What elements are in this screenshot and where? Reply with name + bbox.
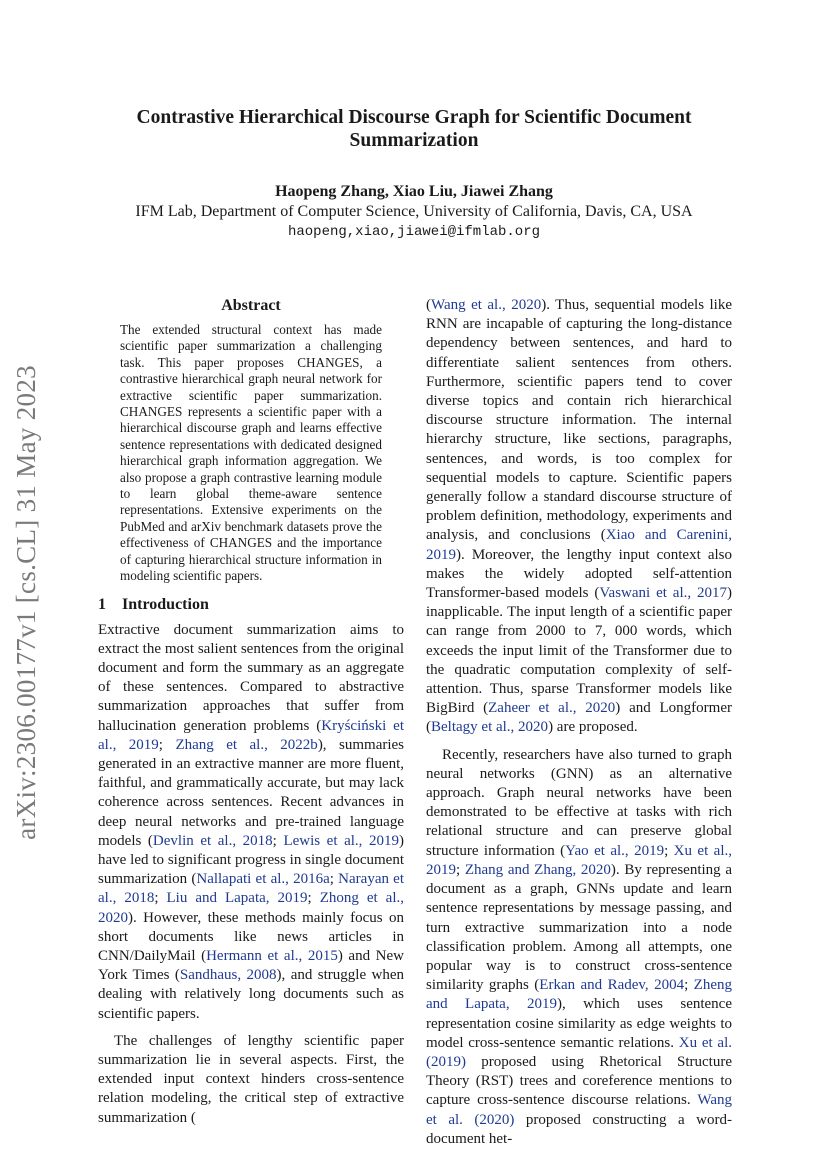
citation-link[interactable]: Nallapati et al., 2016a [196,871,330,888]
citation-link[interactable]: Zhang and Zhang, 2020 [464,861,611,878]
arxiv-identifier-text: arXiv:2306.00177v1 [cs.CL] 31 May 2023 [10,364,41,840]
citation-link[interactable]: Xu et al. (2019) [426,1034,732,1070]
paper-title: Contrastive Hierarchical Discourse Graph for Scientific Document Summarization [136,107,692,151]
citation-link[interactable]: Beltagy et al., 2020 [431,719,549,736]
citation-link[interactable]: Yao et al., 2019 [565,842,665,859]
intro-paragraph-4: Recently, researchers have also turned to graph neural networks (GNN) as an alternative approach. Graph neural networks have been demonstrated to be effective at tasks with rich relational structure and can preserve global structure information (Yao et al., 2019; Xu et al., 2019; Zhang and Zhang, 2020). By representing a document as a graph, GNNs update and learn sentence representations by message passing, and turn extractive summarization into a node classification problem. Among all attempts, one popular way is to construct cross-sentence similarity graphs (Erkan and Radev, 2004; Zheng and Lapata, 2019), which uses sentence representation cosine similarity as edge weights to model cross-sentence semantic relations. Xu et al. (2019) proposed using Rhetorical Structure Theory (RST) trees and coreference mentions to capture cross-sentence discourse relations. Wang et al. (2020) proposed constructing a word-document het- [426,746,733,1147]
abstract-body: The extended structural context has made scientific paper summarization a challenging task. This paper proposes CHANGES, a contrastive hierarchical graph neural network for extractive scientific paper summarization. CHANGES represents a scientific paper with a hierarchical discourse graph and learns effective sentence representations with dedicated designed hierarchical graph information aggregation. We also propose a graph contrastive learning module to learn global theme-aware sentence representations. Extensive experiments on the PubMed and arXiv benchmark datasets prove the effectiveness of CHANGES and the importance of capturing hierarchical structure information in modeling scientific papers. [120,322,382,584]
section-title: Introduction [122,595,209,613]
intro-paragraph-2: The challenges of lengthy scientific paper summarization lie in several aspects. First, the extended input context hinders cross-sentence relation modeling, the critical step of extractive summarization ( [98,1032,404,1126]
citation-link[interactable]: Vaswani et al., 2017 [599,585,727,602]
citation-link[interactable]: Devlin et al., 2018 [152,832,273,849]
citation-link[interactable]: Zhang et al., 2022b [175,736,318,753]
arxiv-identifier-stamp [4,352,48,852]
citation-link[interactable]: Kryściński et al., 2019 [98,717,405,753]
left-column [98,296,404,1128]
citation-link[interactable]: Lewis et al., 2019 [283,832,400,849]
citation-link[interactable]: Xu et al., 2019 [426,842,733,878]
citation-link[interactable]: Hermann et al., 2015 [206,947,338,964]
paper-email: haopeng,xiao,jiawei@ifmlab.org [287,224,541,240]
section-heading-introduction [98,595,404,615]
abstract-heading: Abstract [221,297,281,314]
citation-link[interactable]: Xiao and Carenini, 2019 [426,527,732,563]
citation-link[interactable]: Zhong et al., 2020 [98,890,405,926]
intro-paragraph-3: (Wang et al., 2020). Thus, sequential models like RNN are incapable of capturing the long-distance dependency between sentences, and hard to differentiate salient sentences from others. Furthermore, scientific papers tend to cover diverse topics and contain rich hierarchical discourse structure information. The internal hierarchy structure, like sections, paragraphs, sentences, and words, is too complex for sequential models to capture. Scientific papers generally follow a standard discourse structure of problem definition, methodology, experiments and analysis, and conclusions (Xiao and Carenini, 2019). Moreover, the lengthy input context also makes the widely adopted self-attention Transformer-based models (Vaswani et al., 2017) inapplicable. The input length of a scientific paper can range from 2000 to 7, 000 words, which exceeds the input limit of the Transformer due to the quadratic computation complexity of self-attention. Thus, sparse Transformer models like BigBird (Zaheer et al., 2020) and Longformer (Beltagy et al., 2020) are proposed. [426,297,732,736]
paper-authors: Haopeng Zhang, Xiao Liu, Jiawei Zhang [275,183,553,200]
citation-link[interactable]: Erkan and Radev, 2004 [539,977,685,994]
citation-link[interactable]: Zaheer et al., 2020 [488,700,616,717]
citation-link[interactable]: Sandhaus, 2008 [179,967,277,984]
citation-link[interactable]: Wang et al. (2020) [426,1092,732,1128]
right-column [426,296,732,1149]
citation-link[interactable]: Zheng and Lapata, 2019 [426,977,732,1013]
section-number: 1 [98,595,106,613]
paper-affiliation: IFM Lab, Department of Computer Science, University of California, Davis, CA, USA [135,203,693,220]
intro-paragraph-1: Extractive document summarization aims to extract the most salient sentences from the original document and form the summary as an aggregate of these sentences. Compared to abstractive summarization approaches that suffer from hallucination generation problems (Kryściński et al., 2019; Zhang et al., 2022b), summaries generated in an extractive manner are more fluent, faithful, and grammatically accurate, but may lack coherence across sentences. Recent advances in deep neural networks and pre-trained language models (Devlin et al., 2018; Lewis et al., 2019) have led to significant progress in single document summarization (Nallapati et al., 2016a; Narayan et al., 2018; Liu and Lapata, 2019; Zhong et al., 2020). However, these methods mainly focus on short documents like news articles in CNN/DailyMail (Hermann et al., 2015) and New York Times (Sandhaus, 2008), and struggle when dealing with relatively long documents such as scientific papers. [98,621,405,1022]
citation-link[interactable]: Wang et al., 2020 [431,297,542,313]
citation-link[interactable]: Narayan et al., 2018 [98,871,405,907]
citation-link[interactable]: Liu and Lapata, 2019 [166,890,308,907]
